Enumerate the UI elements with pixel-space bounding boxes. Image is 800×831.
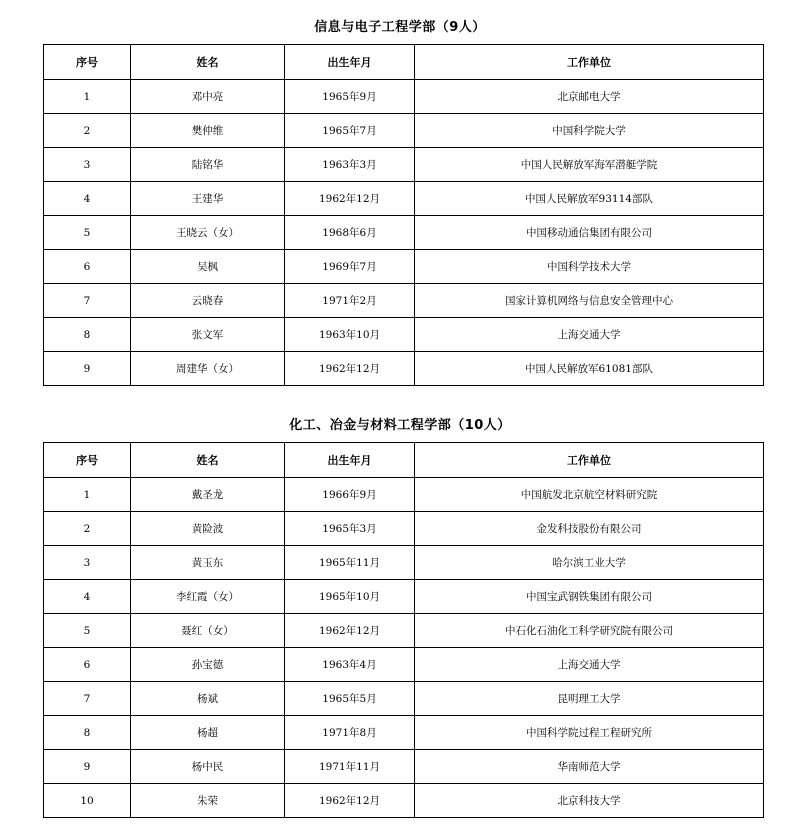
table-header-row bbox=[44, 443, 764, 478]
table-header-row bbox=[44, 45, 764, 80]
cell-name: 黄玉东 bbox=[131, 546, 285, 580]
cell-employer: 中国人民解放军61081部队 bbox=[415, 352, 764, 386]
cell-birth: 1962年12月 bbox=[285, 352, 415, 386]
header-name: 姓名 bbox=[131, 45, 285, 80]
cell-employer: 国家计算机网络与信息安全管理中心 bbox=[415, 284, 764, 318]
cell-index: 5 bbox=[44, 216, 131, 250]
cell-birth: 1971年8月 bbox=[285, 716, 415, 750]
cell-birth: 1962年12月 bbox=[285, 614, 415, 648]
cell-index: 4 bbox=[44, 580, 131, 614]
header-index: 序号 bbox=[44, 45, 131, 80]
table-chemical-metallurgy bbox=[43, 442, 764, 818]
table-info-electronics bbox=[43, 44, 764, 386]
cell-birth: 1969年7月 bbox=[285, 250, 415, 284]
header-employer: 工作单位 bbox=[415, 45, 764, 80]
cell-employer: 中国人民解放军93114部队 bbox=[415, 182, 764, 216]
table-row bbox=[44, 716, 764, 750]
cell-name: 邓中亮 bbox=[131, 80, 285, 114]
cell-employer: 中国人民解放军海军潜艇学院 bbox=[415, 148, 764, 182]
table-row bbox=[44, 546, 764, 580]
cell-employer: 上海交通大学 bbox=[415, 318, 764, 352]
table-row bbox=[44, 352, 764, 386]
cell-name: 王晓云（女） bbox=[131, 216, 285, 250]
cell-index: 9 bbox=[44, 352, 131, 386]
cell-birth: 1965年11月 bbox=[285, 546, 415, 580]
cell-employer: 中国移动通信集团有限公司 bbox=[415, 216, 764, 250]
cell-employer: 中国航发北京航空材料研究院 bbox=[415, 478, 764, 512]
cell-birth: 1965年3月 bbox=[285, 512, 415, 546]
cell-index: 1 bbox=[44, 80, 131, 114]
cell-name: 李红霞（女） bbox=[131, 580, 285, 614]
cell-employer: 北京邮电大学 bbox=[415, 80, 764, 114]
cell-name: 吴枫 bbox=[131, 250, 285, 284]
cell-employer: 昆明理工大学 bbox=[415, 682, 764, 716]
cell-index: 5 bbox=[44, 614, 131, 648]
cell-birth: 1966年9月 bbox=[285, 478, 415, 512]
header-name: 姓名 bbox=[131, 443, 285, 478]
header-birth: 出生年月 bbox=[285, 45, 415, 80]
cell-index: 8 bbox=[44, 318, 131, 352]
table-row bbox=[44, 216, 764, 250]
cell-index: 1 bbox=[44, 478, 131, 512]
cell-birth: 1971年11月 bbox=[285, 750, 415, 784]
cell-birth: 1963年10月 bbox=[285, 318, 415, 352]
cell-birth: 1965年5月 bbox=[285, 682, 415, 716]
table-row bbox=[44, 512, 764, 546]
cell-employer: 中国宝武钢铁集团有限公司 bbox=[415, 580, 764, 614]
cell-birth: 1963年4月 bbox=[285, 648, 415, 682]
cell-index: 6 bbox=[44, 250, 131, 284]
cell-index: 2 bbox=[44, 114, 131, 148]
cell-name: 张文军 bbox=[131, 318, 285, 352]
table-row bbox=[44, 580, 764, 614]
cell-employer: 华南师范大学 bbox=[415, 750, 764, 784]
table-row bbox=[44, 614, 764, 648]
cell-index: 2 bbox=[44, 512, 131, 546]
cell-name: 云晓春 bbox=[131, 284, 285, 318]
table-row bbox=[44, 750, 764, 784]
cell-name: 朱荣 bbox=[131, 784, 285, 818]
table-row bbox=[44, 478, 764, 512]
cell-employer: 中国科学院大学 bbox=[415, 114, 764, 148]
cell-index: 3 bbox=[44, 546, 131, 580]
cell-employer: 中国科学院过程工程研究所 bbox=[415, 716, 764, 750]
table-row bbox=[44, 682, 764, 716]
cell-birth: 1968年6月 bbox=[285, 216, 415, 250]
table-row bbox=[44, 318, 764, 352]
table-row bbox=[44, 148, 764, 182]
cell-birth: 1963年3月 bbox=[285, 148, 415, 182]
table-row bbox=[44, 284, 764, 318]
cell-employer: 金发科技股份有限公司 bbox=[415, 512, 764, 546]
cell-birth: 1965年7月 bbox=[285, 114, 415, 148]
cell-birth: 1965年9月 bbox=[285, 80, 415, 114]
table-row bbox=[44, 182, 764, 216]
cell-employer: 中石化石油化工科学研究院有限公司 bbox=[415, 614, 764, 648]
cell-name: 王建华 bbox=[131, 182, 285, 216]
cell-name: 黄险波 bbox=[131, 512, 285, 546]
cell-birth: 1962年12月 bbox=[285, 784, 415, 818]
cell-name: 陆铭华 bbox=[131, 148, 285, 182]
cell-name: 杨中民 bbox=[131, 750, 285, 784]
cell-employer: 北京科技大学 bbox=[415, 784, 764, 818]
cell-index: 7 bbox=[44, 284, 131, 318]
cell-index: 8 bbox=[44, 716, 131, 750]
cell-birth: 1962年12月 bbox=[285, 182, 415, 216]
cell-employer: 中国科学技术大学 bbox=[415, 250, 764, 284]
header-employer: 工作单位 bbox=[415, 443, 764, 478]
cell-name: 戴圣龙 bbox=[131, 478, 285, 512]
cell-employer: 哈尔滨工业大学 bbox=[415, 546, 764, 580]
cell-index: 4 bbox=[44, 182, 131, 216]
cell-index: 3 bbox=[44, 148, 131, 182]
cell-name: 樊仲维 bbox=[131, 114, 285, 148]
cell-name: 孙宝德 bbox=[131, 648, 285, 682]
cell-employer: 上海交通大学 bbox=[415, 648, 764, 682]
cell-index: 9 bbox=[44, 750, 131, 784]
header-index: 序号 bbox=[44, 443, 131, 478]
section-title-chemical-metallurgy: 化工、冶金与材料工程学部（10人） bbox=[289, 418, 511, 433]
section-title-info-electronics: 信息与电子工程学部（9人） bbox=[314, 20, 486, 35]
table-row bbox=[44, 250, 764, 284]
cell-index: 6 bbox=[44, 648, 131, 682]
table-row bbox=[44, 784, 764, 818]
cell-index: 7 bbox=[44, 682, 131, 716]
cell-name: 周建华（女） bbox=[131, 352, 285, 386]
cell-birth: 1971年2月 bbox=[285, 284, 415, 318]
header-birth: 出生年月 bbox=[285, 443, 415, 478]
cell-birth: 1965年10月 bbox=[285, 580, 415, 614]
cell-name: 杨超 bbox=[131, 716, 285, 750]
cell-name: 杨斌 bbox=[131, 682, 285, 716]
table-row bbox=[44, 114, 764, 148]
table-row bbox=[44, 648, 764, 682]
cell-index: 10 bbox=[44, 784, 131, 818]
cell-name: 聂红（女） bbox=[131, 614, 285, 648]
table-row bbox=[44, 80, 764, 114]
